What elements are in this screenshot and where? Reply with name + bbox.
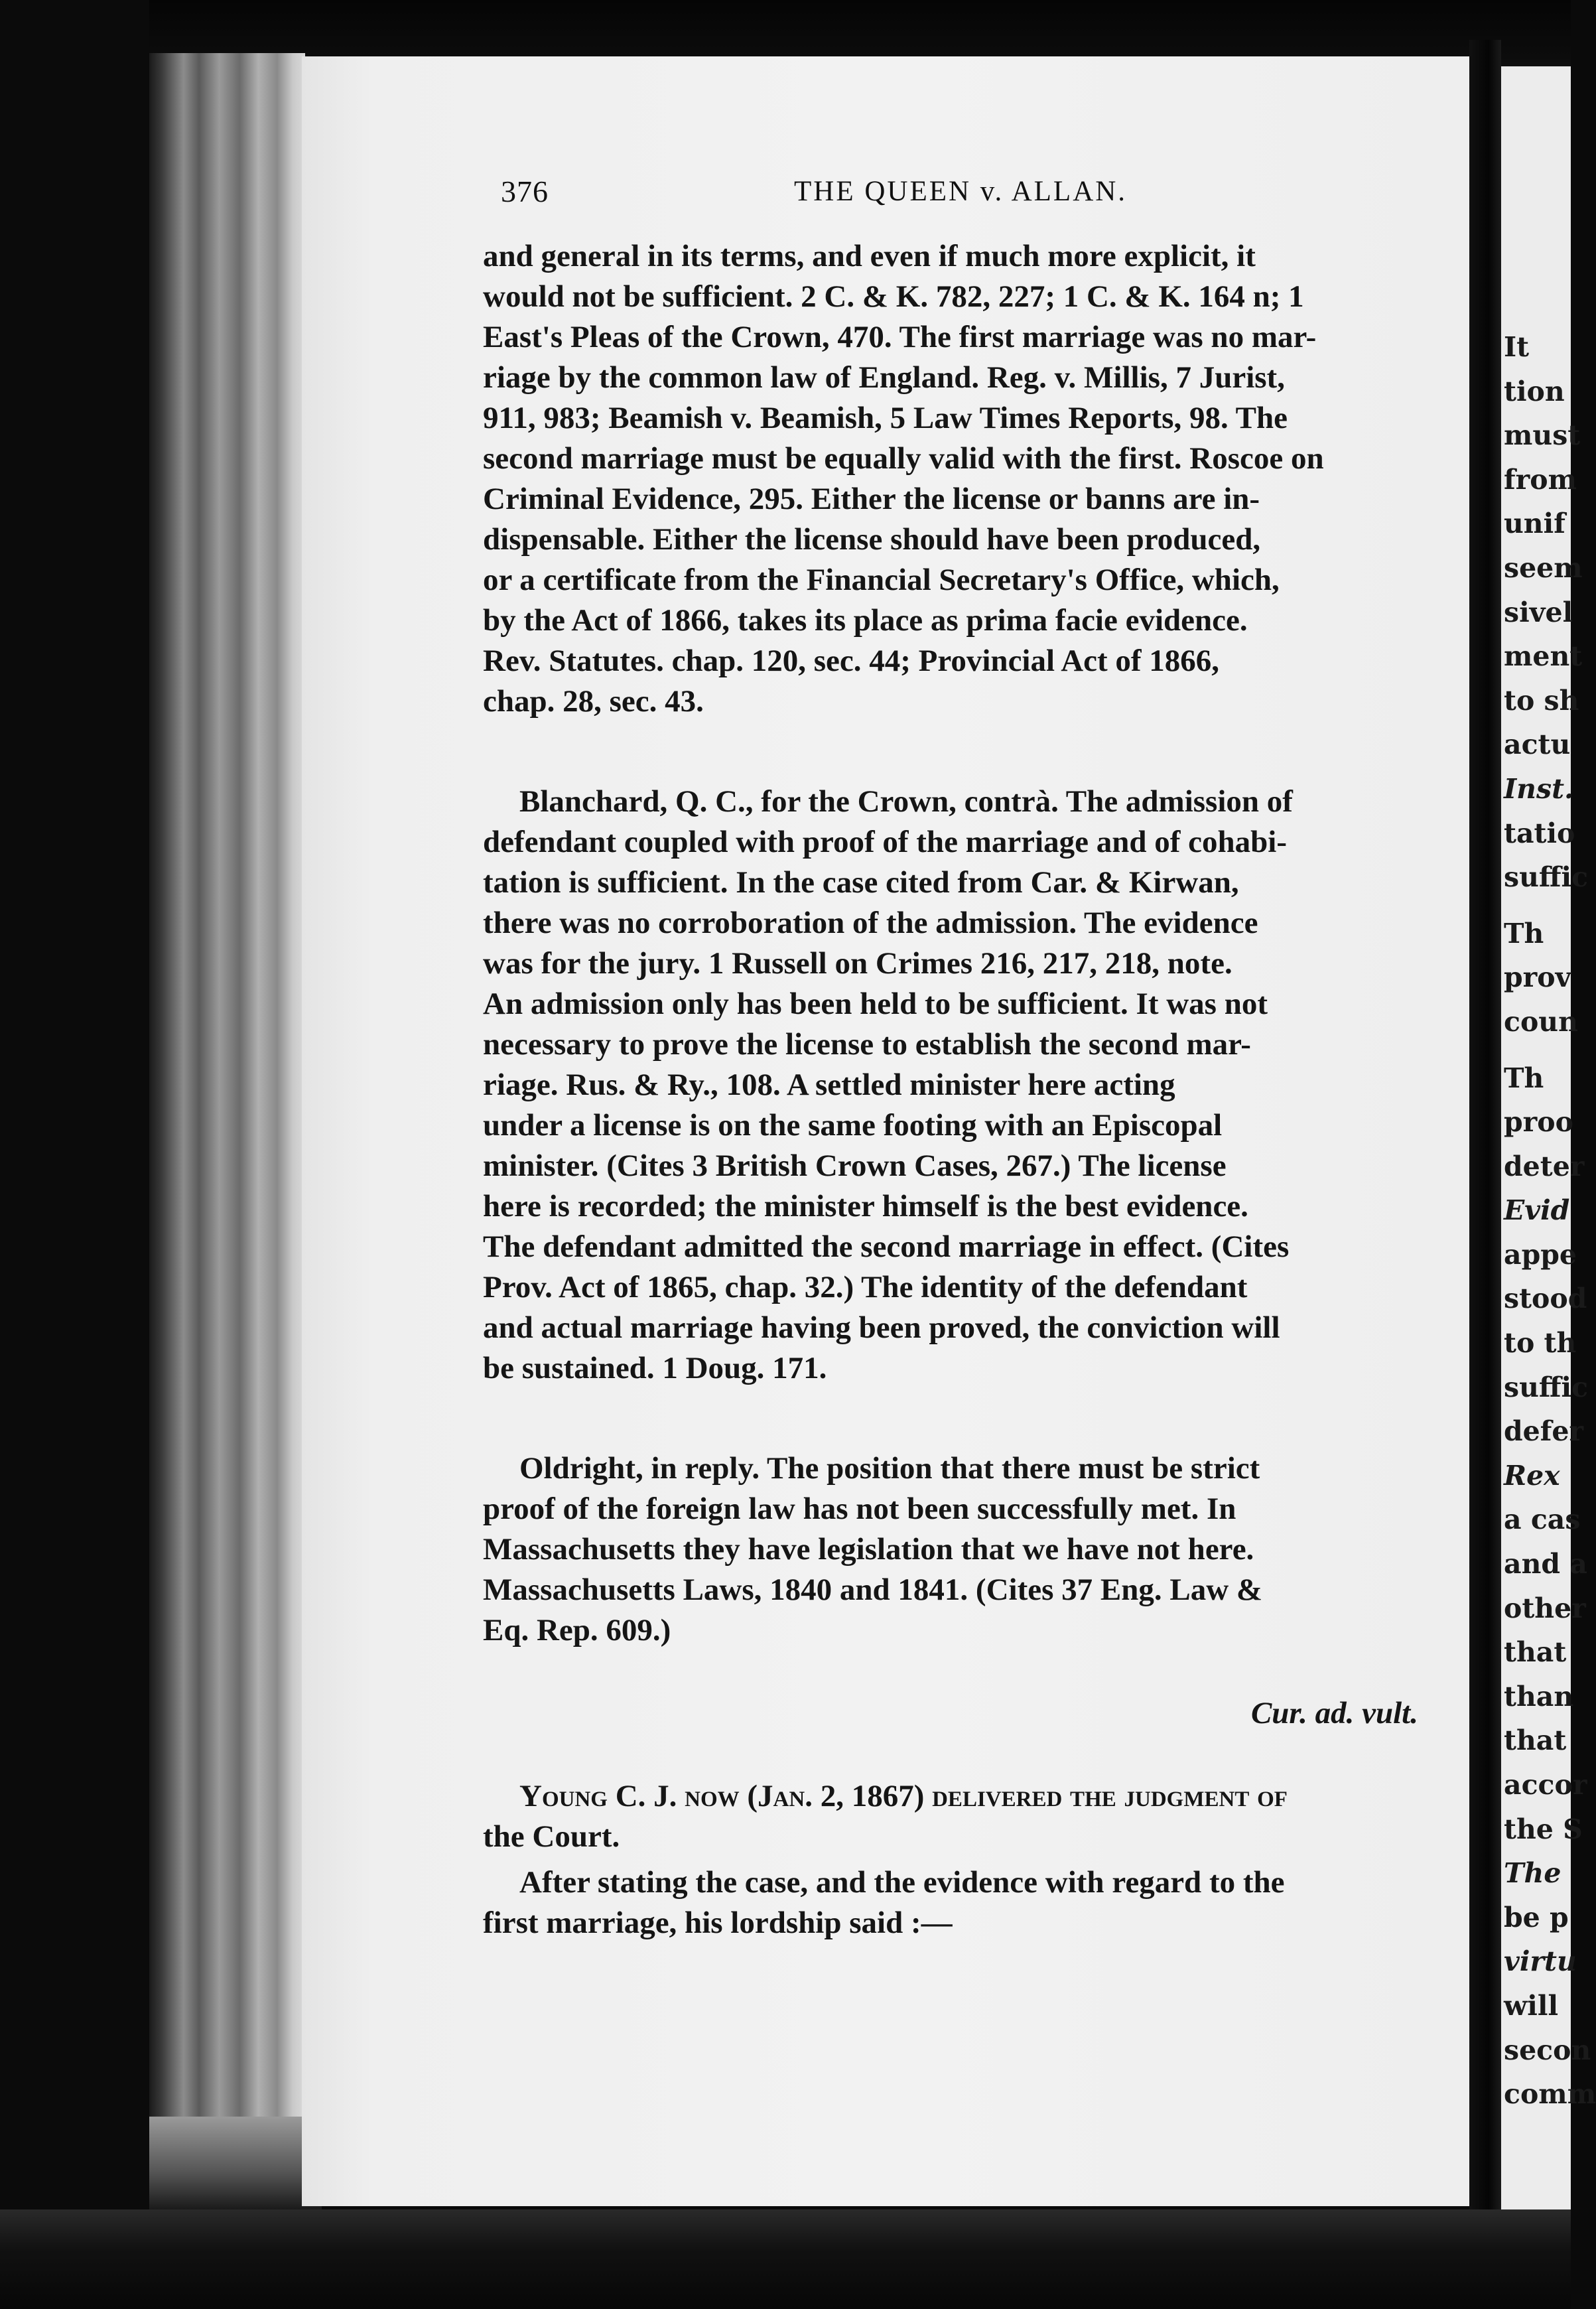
facing-page-fragment-line: be p bbox=[1504, 1901, 1569, 1933]
book-page-edges bbox=[149, 53, 305, 2130]
facing-page-fragment-line: actu bbox=[1504, 729, 1571, 761]
facing-page-fragment-line: proo bbox=[1504, 1106, 1573, 1139]
facing-page-fragment-line: to sh bbox=[1504, 684, 1579, 717]
facing-page-fragment-line: Th bbox=[1504, 1062, 1544, 1094]
facing-page-fragment-line: suffic bbox=[1504, 861, 1589, 894]
facing-page-fragment-line: that bbox=[1504, 1724, 1567, 1757]
facing-page-fragment-line: coun bbox=[1504, 1005, 1578, 1038]
facing-page-fragment bbox=[1501, 66, 1596, 2229]
text-line: tation is sufficient. In the case cited from Car. & Kirwan, bbox=[483, 865, 1239, 900]
facing-page-fragment-line: Evid bbox=[1504, 1194, 1570, 1227]
facing-page-fragment-line: will bbox=[1504, 1989, 1559, 2022]
left-background bbox=[0, 0, 149, 2309]
text-line: riage. Rus. & Ry., 108. A settled minister here acting bbox=[483, 1068, 1175, 1102]
facing-page-fragment-line: comm bbox=[1504, 2078, 1596, 2111]
text-line: under a license is on the same footing with an Episcopal bbox=[483, 1108, 1223, 1143]
facing-page-fragment-line: tion bbox=[1504, 375, 1565, 407]
text-line: and general in its terms, and even if much more explicit, it bbox=[483, 239, 1256, 273]
facing-page-fragment-line: Inst. bbox=[1504, 772, 1574, 805]
book-edge-bottom bbox=[149, 2117, 322, 2209]
case-title: THE QUEEN v. ALLAN. bbox=[794, 176, 1128, 207]
paragraph-5 bbox=[483, 1862, 1451, 1943]
facing-page-fragment-line: It bbox=[1504, 331, 1530, 363]
facing-page-fragment-line: secon bbox=[1504, 2034, 1591, 2066]
running-head bbox=[501, 174, 1430, 220]
facing-page-gap bbox=[1504, 900, 1596, 912]
paragraph-gap bbox=[483, 1651, 1451, 1693]
facing-page-fragment-line: Rex bbox=[1504, 1459, 1560, 1492]
facing-page-fragment-line: from bbox=[1504, 463, 1577, 496]
text-line: East's Pleas of the Crown, 470. The first marriage was no mar- bbox=[483, 320, 1317, 354]
text-line: necessary to prove the license to establish the second mar- bbox=[483, 1027, 1251, 1062]
facing-page-fragment-line: deter bbox=[1504, 1150, 1585, 1182]
text-line: Massachusetts Laws, 1840 and 1841. (Cites 37 Eng. Law & bbox=[483, 1573, 1263, 1607]
text-line: After stating the case, and the evidence with regard to the bbox=[519, 1865, 1285, 1900]
text-line: and actual marriage having been proved, the conviction will bbox=[483, 1310, 1280, 1345]
facing-page-fragment-line: the S bbox=[1504, 1813, 1583, 1845]
facing-page-fragment-line: other bbox=[1504, 1592, 1586, 1624]
text-line: proof of the foreign law has not been successfully met. In bbox=[483, 1492, 1236, 1526]
paragraph-gap bbox=[483, 1734, 1451, 1776]
text-line: Young C. J. now (Jan. 2, 1867) delivered the judgment of bbox=[519, 1779, 1288, 1813]
paragraph-2 bbox=[483, 782, 1451, 1389]
text-line: An admission only has been held to be sufficient. It was not bbox=[483, 987, 1268, 1021]
text-line: or a certificate from the Financial Secretary's Office, which, bbox=[483, 563, 1280, 597]
paragraph-3 bbox=[483, 1448, 1451, 1651]
paragraph-4 bbox=[483, 1776, 1451, 1857]
facing-page-fragment-line: Th bbox=[1504, 917, 1544, 949]
text-line: Eq. Rep. 609.) bbox=[483, 1613, 671, 1647]
facing-page-fragment-line: accor bbox=[1504, 1769, 1587, 1801]
facing-page-gap bbox=[1504, 1044, 1596, 1056]
text-line: the Court. bbox=[483, 1819, 620, 1854]
facing-page-fragment-line: prov bbox=[1504, 961, 1571, 994]
text-line: chap. 28, sec. 43. bbox=[483, 684, 704, 719]
text-line: was for the jury. 1 Russell on Crimes 216, 217, 218, note. bbox=[483, 946, 1232, 981]
text-line: dispensable. Either the license should have been produced, bbox=[483, 522, 1261, 557]
paragraph-gap bbox=[483, 722, 1451, 782]
text-line: Massachusetts they have legislation that we have not here. bbox=[483, 1532, 1254, 1567]
text-line: minister. (Cites 3 British Crown Cases, 267.) The license bbox=[483, 1149, 1227, 1183]
text-line: first marriage, his lordship said :— bbox=[483, 1906, 953, 1940]
paragraph-gap bbox=[483, 1389, 1451, 1448]
text-line: Rev. Statutes. chap. 120, sec. 44; Provincial Act of 1866, bbox=[483, 644, 1220, 678]
text-line: The defendant admitted the second marriage in effect. (Cites bbox=[483, 1229, 1290, 1264]
text-line: be sustained. 1 Doug. 171. bbox=[483, 1351, 827, 1385]
text-line: Prov. Act of 1865, chap. 32.) The identity of the defendant bbox=[483, 1270, 1248, 1304]
cur-ad-vult: Cur. ad. vult. bbox=[1250, 1696, 1418, 1730]
page-number: 376 bbox=[501, 175, 549, 208]
facing-page-fragment-line: unif bbox=[1504, 508, 1565, 540]
facing-page-lines bbox=[1504, 325, 1596, 2117]
text-line: would not be sufficient. 2 C. & K. 782, 227; 1 C. & K. 164 n; 1 bbox=[483, 279, 1304, 314]
facing-page-fragment-line: must bbox=[1504, 419, 1581, 452]
text-line: Criminal Evidence, 295. Either the license or banns are in- bbox=[483, 482, 1260, 516]
facing-page-fragment-line: than bbox=[1504, 1680, 1574, 1713]
facing-page-fragment-line: defer bbox=[1504, 1415, 1584, 1448]
facing-page-fragment-line: that bbox=[1504, 1636, 1567, 1669]
facing-page-fragment-line: and a bbox=[1504, 1548, 1587, 1580]
facing-page-fragment-line: to th bbox=[1504, 1327, 1577, 1360]
facing-page-fragment-line: virtu bbox=[1504, 1945, 1577, 1978]
text-line: by the Act of 1866, takes its place as prima facie evidence. bbox=[483, 603, 1248, 638]
facing-page-fragment-line: appe bbox=[1504, 1238, 1577, 1271]
text-line: defendant coupled with proof of the marriage and of cohabi- bbox=[483, 825, 1287, 859]
text-line: Blanchard, Q. C., for the Crown, contrà. The admission of bbox=[519, 784, 1293, 819]
book-gutter bbox=[1469, 40, 1501, 2229]
facing-page-fragment-line: stood bbox=[1504, 1283, 1587, 1315]
facing-page-fragment-line: seem bbox=[1504, 551, 1583, 584]
bottom-shadow bbox=[0, 2209, 1571, 2309]
text-line: there was no corroboration of the admission. The evidence bbox=[483, 906, 1258, 940]
paragraph-1 bbox=[483, 236, 1451, 722]
text-line: Oldright, in reply. The position that there must be strict bbox=[519, 1451, 1260, 1486]
facing-page-fragment-line: tatio bbox=[1504, 817, 1575, 849]
facing-page-fragment-line: a cas bbox=[1504, 1504, 1581, 1536]
body-text bbox=[483, 236, 1451, 1943]
facing-page-fragment-line: sivel bbox=[1504, 596, 1573, 628]
facing-page-fragment-line: ment bbox=[1504, 640, 1583, 673]
text-line: 911, 983; Beamish v. Beamish, 5 Law Times Reports, 98. The bbox=[483, 401, 1288, 435]
facing-page-fragment-line: suffic bbox=[1504, 1371, 1589, 1403]
text-line: second marriage must be equally valid with the first. Roscoe on bbox=[483, 441, 1324, 476]
facing-page-fragment-line: The bbox=[1504, 1857, 1562, 1890]
text-line: here is recorded; the minister himself is the best evidence. bbox=[483, 1189, 1248, 1224]
text-line: riage by the common law of England. Reg. v. Millis, 7 Jurist, bbox=[483, 360, 1285, 395]
